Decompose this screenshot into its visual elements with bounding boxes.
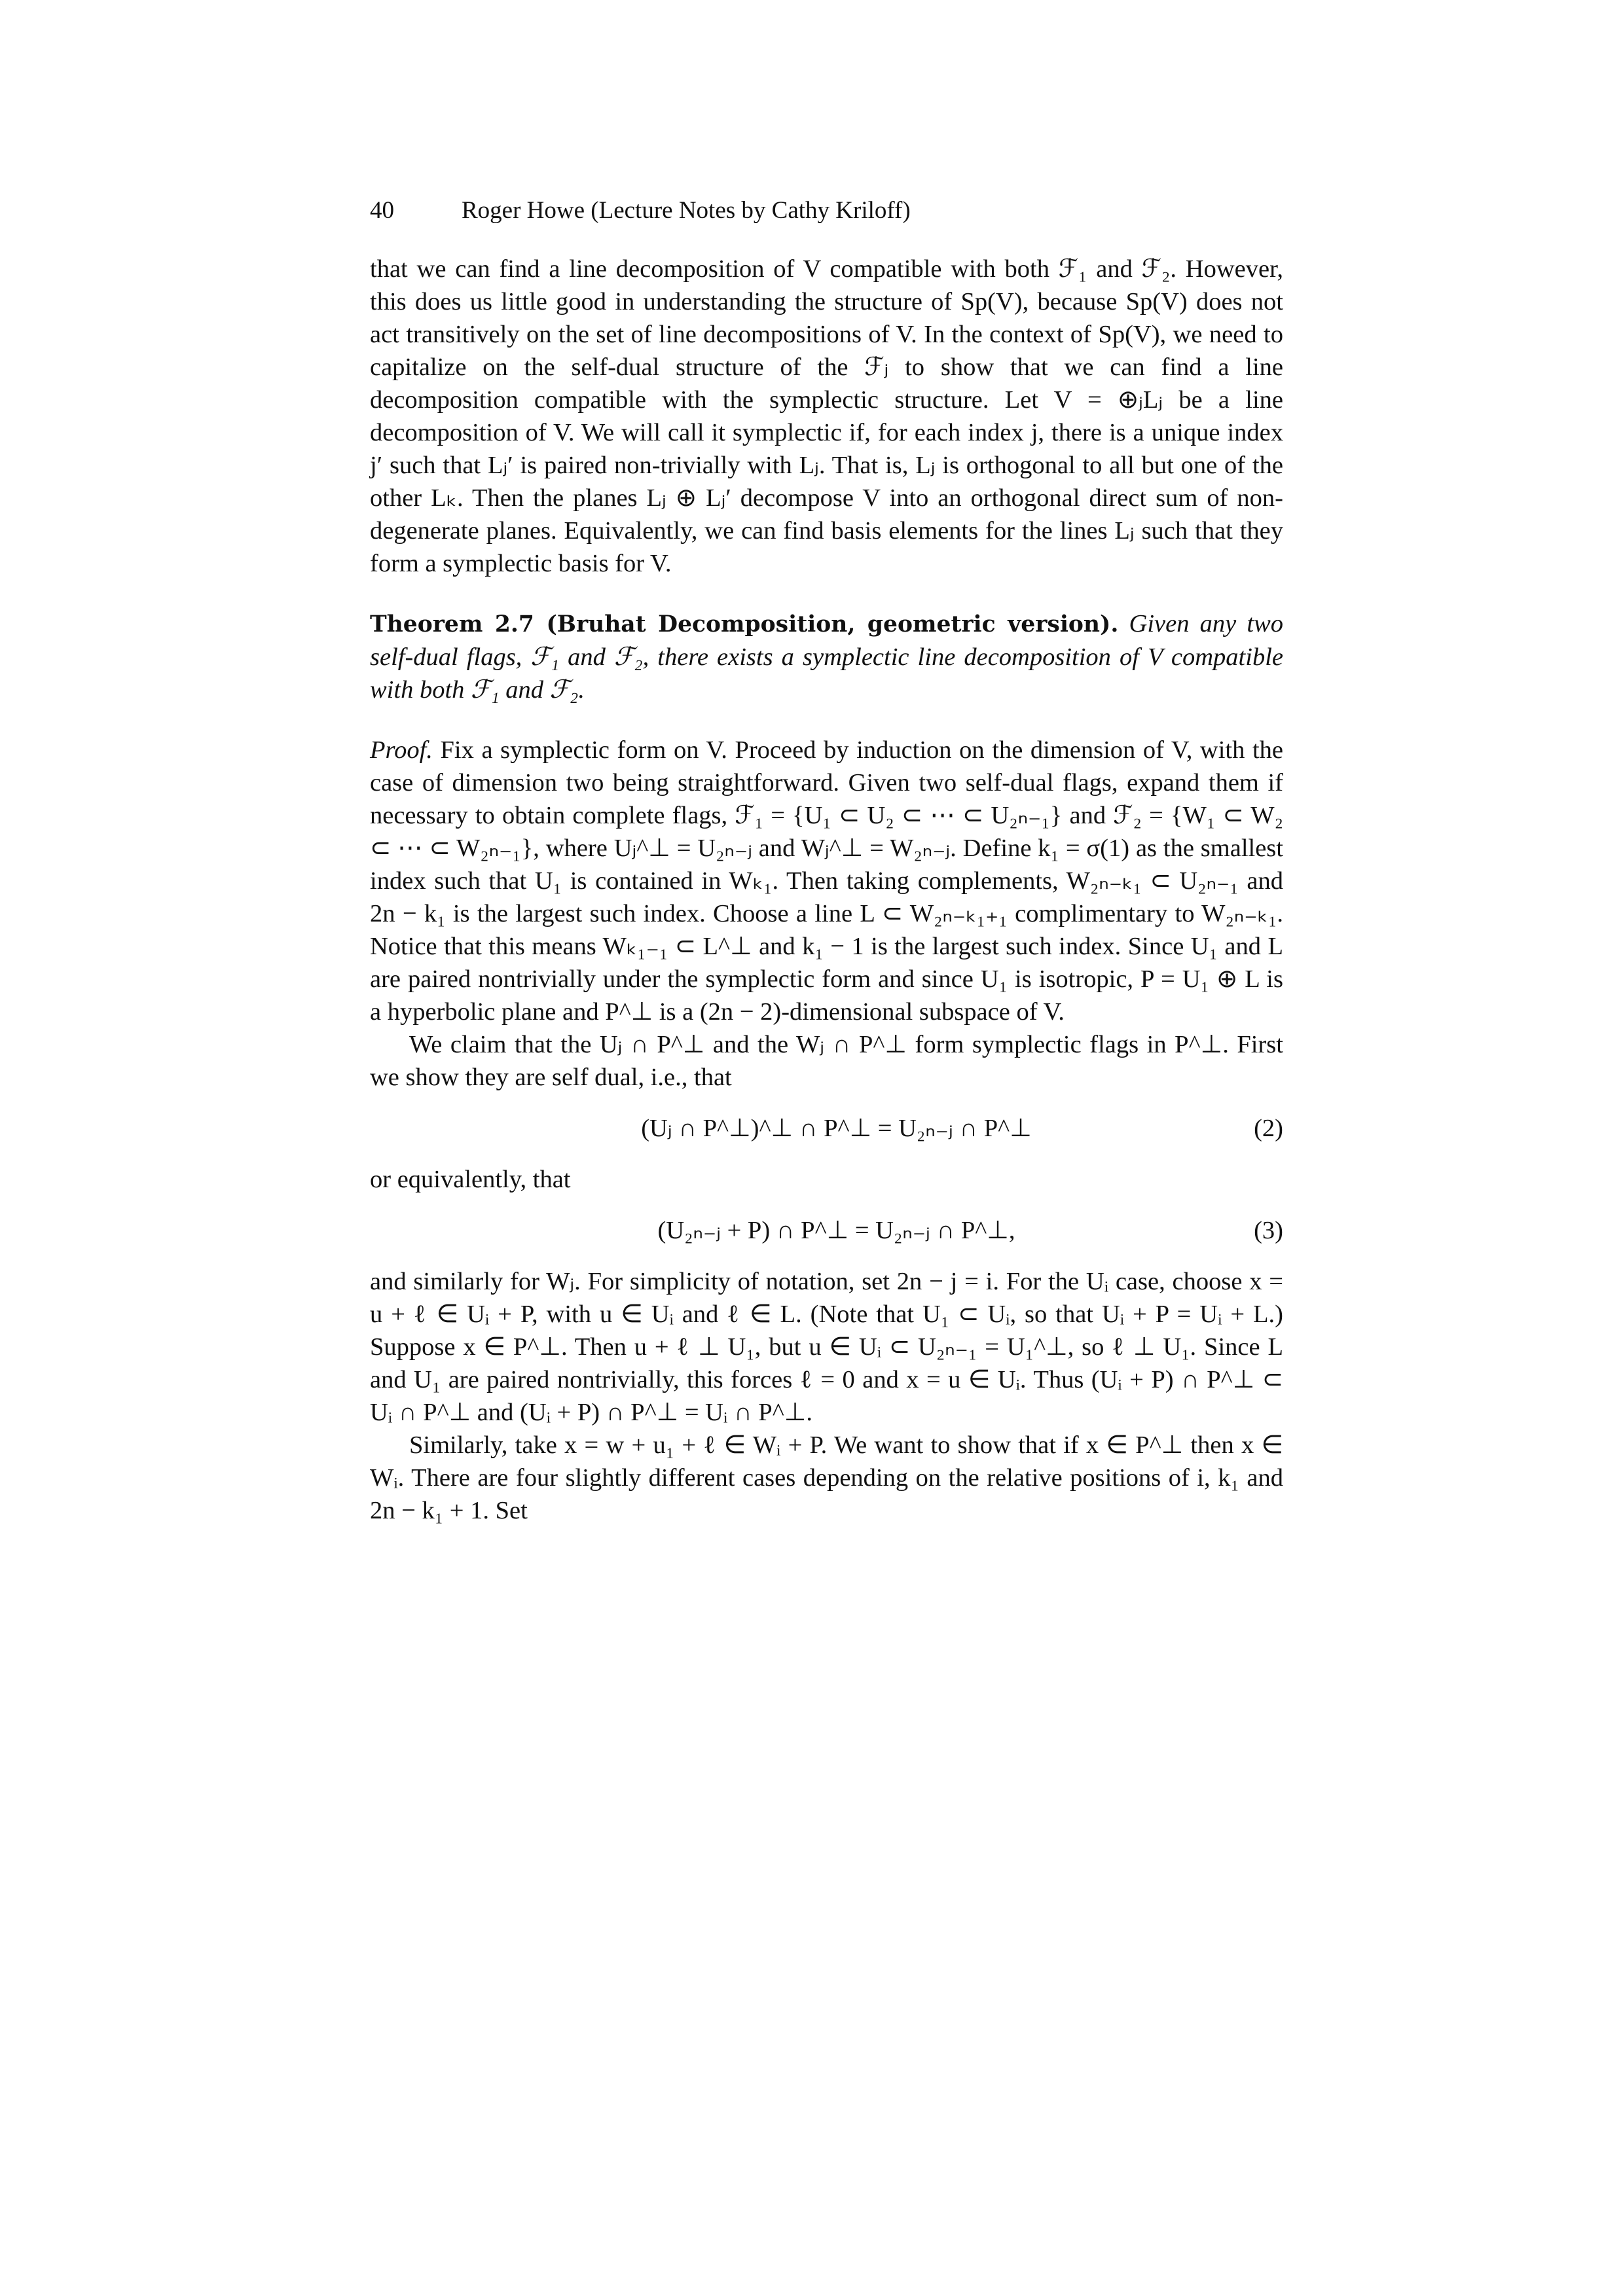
running-title: Roger Howe (Lecture Notes by Cathy Kriloff) bbox=[462, 197, 911, 224]
theorem-block bbox=[370, 607, 1283, 706]
proof-block bbox=[370, 734, 1283, 1028]
proof-label: Proof. bbox=[370, 736, 433, 764]
equation-3 bbox=[370, 1205, 1283, 1256]
or-equivalently-text: or equivalently, that bbox=[370, 1166, 571, 1193]
paragraph-ui-case: and similarly for Wⱼ. For simplicity of notation, set 2n − j = i. For the Uᵢ case, choose x = u + ℓ ∈ Uᵢ + P, with u ∈ Uᵢ and ℓ ∈ L. (Note that U₁ ⊂ Uᵢ, so that Uᵢ + P = Uᵢ + L.) Suppose x ∈ P^⊥. Then u + ℓ ⊥ U₁, but u ∈ Uᵢ ⊂ U₂ₙ₋₁ = U₁^⊥, so ℓ ⊥ U₁. Since L and U₁ are paired nontrivially, this forces ℓ = 0 and x = u ∈ Uᵢ. Thus (Uᵢ + P) ∩ P^⊥ ⊂ Uᵢ ∩ P^⊥ and (Uᵢ + P) ∩ P^⊥ = Uᵢ ∩ P^⊥. bbox=[370, 1268, 1283, 1426]
claim-paragraph: We claim that the Uⱼ ∩ P^⊥ and the Wⱼ ∩ P^⊥ form symplectic flags in P^⊥. First we show they are self dual, i.e., that bbox=[370, 1031, 1283, 1091]
page-number: 40 bbox=[370, 197, 394, 224]
equation-2 bbox=[370, 1103, 1283, 1154]
paper-page bbox=[370, 196, 1283, 1527]
theorem-statement: Given any two self-dual flags, ℱ₁ and ℱ₂, there exists a symplectic line decomposition of V compatible with both ℱ₁ and ℱ₂. bbox=[370, 610, 1284, 704]
theorem-title: Theorem 2.7 (Bruhat Decomposition, geometric version). bbox=[370, 611, 1119, 637]
equation-3-number: (3) bbox=[1254, 1217, 1283, 1244]
paragraph-similarly: Similarly, take x = w + u₁ + ℓ ∈ Wᵢ + P. We want to show that if x ∈ P^⊥ then x ∈ Wᵢ. There are four slightly different cases depending on the relative positions of i, k₁ and 2n − k₁ + 1. Set bbox=[370, 1431, 1283, 1524]
paragraph-intro: that we can find a line decomposition of V compatible with both ℱ₁ and ℱ₂. However, this does us little good in understanding the structure of Sp(V), because Sp(V) does not act transitively on the set of line decompositions of V. In the context of Sp(V), we need to capitalize on the self-dual structure of the ℱⱼ to show that we can find a line decomposition compatible with the symplectic structure. Let V = ⊕ⱼLⱼ be a line decomposition of V. We will call it symplectic if, for each index j, there is a unique index j′ such that Lⱼ′ is paired non-trivially with Lⱼ. That is, Lⱼ is orthogonal to all but one of the other Lₖ. Then the planes Lⱼ ⊕ Lⱼ′ decompose V into an orthogonal direct sum of non-degenerate planes. Equivalently, we can find basis elements for the lines Lⱼ such that they form a symplectic basis for V. bbox=[370, 255, 1283, 577]
proof-text: Fix a symplectic form on V. Proceed by induction on the dimension of V, with the case of dimension two being straightforward. Given two self-dual flags, expand them if necessary to obtain complete flags, ℱ₁ = {U₁ ⊂ U₂ ⊂ ⋯ ⊂ U₂ₙ₋₁} and ℱ₂ = {W₁ ⊂ W₂ ⊂ ⋯ ⊂ W₂ₙ₋₁}, where Uⱼ^⊥ = U₂ₙ₋ⱼ and Wⱼ^⊥ = W₂ₙ₋ⱼ. Define k₁ = σ(1) as the smallest index such that U₁ is contained in Wₖ₁. Then taking complements, W₂ₙ₋ₖ₁ ⊂ U₂ₙ₋₁ and 2n − k₁ is the largest such index. Choose a line L ⊂ W₂ₙ₋ₖ₁₊₁ complimentary to W₂ₙ₋ₖ₁. Notice that this means Wₖ₁₋₁ ⊂ L^⊥ and k₁ − 1 is the largest such index. Since U₁ and L are paired nontrivially under the symplectic form and since U₁ is isotropic, P = U₁ ⊕ L is a hyperbolic plane and P^⊥ is a (2n − 2)-dimensional subspace of V. bbox=[370, 736, 1284, 1026]
running-header bbox=[370, 196, 1283, 225]
equation-2-number: (2) bbox=[1254, 1115, 1283, 1142]
equation-2-formula: (Uⱼ ∩ P^⊥)^⊥ ∩ P^⊥ = U₂ₙ₋ⱼ ∩ P^⊥ bbox=[641, 1115, 1032, 1142]
equation-3-formula: (U₂ₙ₋ⱼ + P) ∩ P^⊥ = U₂ₙ₋ⱼ ∩ P^⊥, bbox=[657, 1217, 1015, 1244]
body-text bbox=[370, 253, 1283, 1527]
